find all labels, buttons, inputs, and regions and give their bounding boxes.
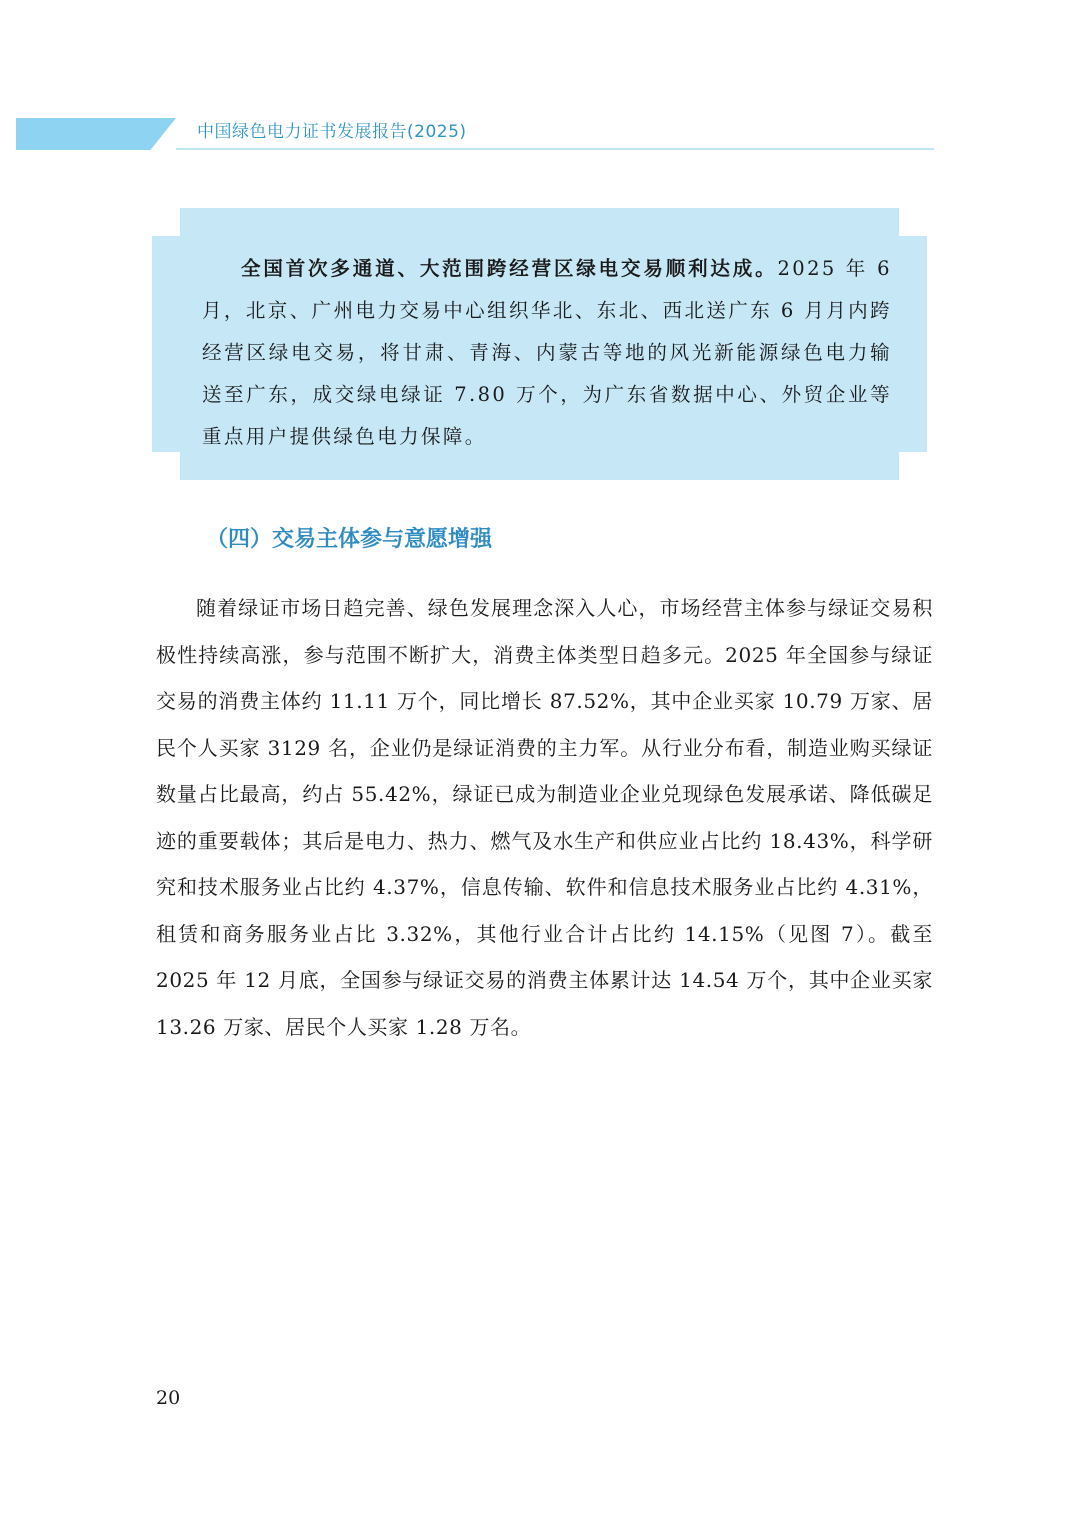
- case-highlight-box: [152, 208, 927, 480]
- header-divider: [176, 148, 934, 150]
- case-box-text: [202, 248, 892, 458]
- header-accent-tab: [16, 118, 176, 150]
- case-box-lead: 全国首次多通道、大范围跨经营区绿电交易顺利达成。: [241, 257, 778, 280]
- section-heading: （四）交易主体参与意愿增强: [206, 527, 493, 552]
- body-paragraph: 随着绿证市场日趋完善、绿色发展理念深入人心，市场经营主体参与绿证交易积极性持续高涨，参与范围不断扩大，消费主体类型日趋多元。2025 年全国参与绿证交易的消费主体约 11.11 万个，同比增长 87.52%，其中企业买家 10.79 万家、居民个人买家 3129 名，企业仍是绿证消费的主力军。从行业分布看，制造业购买绿证数量占比最高，约占 55.42%，绿证已成为制造业企业兑现绿色发展承诺、降低碳足迹的重要载体；其后是电力、热力、燃气及水生产和供应业占比约 18.43%，科学研究和技术服务业占比约 4.37%，信息传输、软件和信息技术服务业占比约 4.31%，租赁和商务服务业占比 3.32%，其他行业合计占比约 14.15%（见图 7）。截至 2025 年 12 月底，全国参与绿证交易的消费主体累计达 14.54 万个，其中企业买家 13.26 万家、居民个人买家 1.28 万名。: [156, 596, 933, 1039]
- running-header-title: 中国绿色电力证书发展报告(2025): [197, 122, 467, 142]
- case-box-body: 2025 年 6 月，北京、广州电力交易中心组织华北、东北、西北送广东 6 月月内跨经营区绿电交易，将甘肃、青海、内蒙古等地的风光新能源绿色电力输送至广东，成交绿电绿证 7.80 万个，为广东省数据中心、外贸企业等重点用户提供绿色电力保障。: [202, 257, 892, 448]
- page-number: 20: [156, 1387, 181, 1409]
